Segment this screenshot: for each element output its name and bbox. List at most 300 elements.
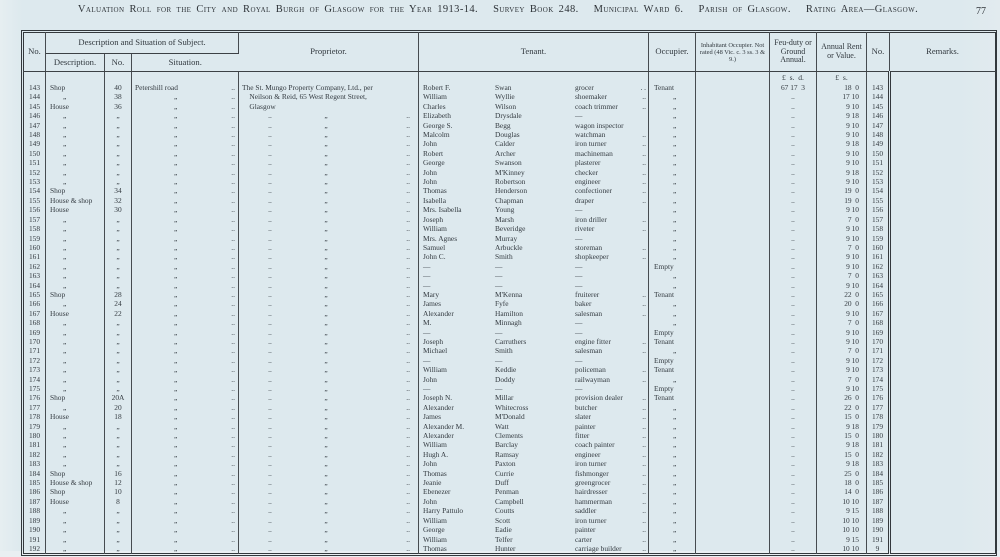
cell-house-number: 8 bbox=[105, 497, 132, 506]
cell-feu-duty: .. bbox=[770, 384, 817, 393]
table-row bbox=[24, 506, 996, 515]
cell-inhabitant-occupier bbox=[696, 130, 770, 139]
cell-row-number: 158 bbox=[24, 224, 46, 233]
survey-book: Survey Book 248. bbox=[493, 4, 579, 15]
cell-tenant: Joseph Marsh iron driller .. bbox=[419, 215, 649, 224]
cell-inhabitant-occupier bbox=[696, 440, 770, 449]
cell-inhabitant-occupier bbox=[696, 92, 770, 101]
cell-number-right: 156 bbox=[867, 205, 890, 214]
cell-occupier: „ bbox=[649, 412, 696, 421]
cell-remarks bbox=[890, 92, 996, 101]
cell-proprietor: .. „ .. bbox=[239, 149, 419, 158]
cell-description: „ bbox=[46, 440, 105, 449]
cell-description: „ bbox=[46, 328, 105, 337]
cell-number-right: 177 bbox=[867, 403, 890, 412]
cell-situation: „ .. bbox=[132, 234, 239, 243]
cell-house-number: „ bbox=[105, 281, 132, 290]
cell-tenant: William Keddie policeman .. bbox=[419, 365, 649, 374]
cell-inhabitant-occupier bbox=[696, 431, 770, 440]
cell-occupier: Empty bbox=[649, 328, 696, 337]
cell-house-number: „ bbox=[105, 525, 132, 534]
cell-feu-duty: .. bbox=[770, 252, 817, 261]
cell-number-right: 146 bbox=[867, 111, 890, 120]
cell-annual-rent: 9 10 bbox=[817, 177, 867, 186]
cell-description: House bbox=[46, 205, 105, 214]
cell-row-number: 178 bbox=[24, 412, 46, 421]
table-row bbox=[24, 365, 996, 374]
cell-row-number: 168 bbox=[24, 318, 46, 327]
cell-proprietor: Glasgow bbox=[239, 102, 419, 111]
cell-house-number: „ bbox=[105, 111, 132, 120]
cell-situation: „ .. bbox=[132, 111, 239, 120]
cell-description: „ bbox=[46, 168, 105, 177]
cell-house-number: „ bbox=[105, 121, 132, 130]
cell-tenant: Elizabeth Drysdale — bbox=[419, 111, 649, 120]
cell-description: Shop bbox=[46, 186, 105, 195]
col-header-annual-rent: Annual Rent or Value. bbox=[817, 33, 867, 72]
cell-occupier: Empty bbox=[649, 384, 696, 393]
cell-proprietor: .. „ .. bbox=[239, 262, 419, 271]
cell-number-right: 164 bbox=[867, 281, 890, 290]
cell-annual-rent: 10 10 bbox=[817, 497, 867, 506]
cell-number-right: 149 bbox=[867, 139, 890, 148]
cell-tenant: Charles Wilson coach trimmer .. bbox=[419, 102, 649, 111]
cell-house-number: „ bbox=[105, 422, 132, 431]
page-title: Valuation Roll for the City and Royal Burgh of Glasgow for the Year 1913-14. bbox=[77, 4, 479, 15]
cell-house-number: 16 bbox=[105, 469, 132, 478]
cell-row-number: 181 bbox=[24, 440, 46, 449]
cell-annual-rent: 9 10 bbox=[817, 234, 867, 243]
municipal-ward: Municipal Ward 6. bbox=[593, 4, 684, 15]
cell-feu-duty: .. bbox=[770, 346, 817, 355]
cell-occupier: „ bbox=[649, 168, 696, 177]
cell-situation: „ .. bbox=[132, 271, 239, 280]
cell-annual-rent: 9 10 bbox=[817, 102, 867, 111]
cell-description: „ bbox=[46, 346, 105, 355]
cell-occupier: „ bbox=[649, 506, 696, 515]
cell-row-number: 176 bbox=[24, 393, 46, 402]
cell-tenant: Jeanie Duff greengrocer .. bbox=[419, 478, 649, 487]
cell-description: „ bbox=[46, 375, 105, 384]
cell-house-number: 36 bbox=[105, 102, 132, 111]
cell-situation: „ .. bbox=[132, 290, 239, 299]
cell-description: „ bbox=[46, 384, 105, 393]
cell-tenant: Alexander Clements fitter .. bbox=[419, 431, 649, 440]
cell-description: „ bbox=[46, 252, 105, 261]
cell-proprietor: The St. Mungo Property Company, Ltd., per bbox=[239, 83, 419, 92]
cell-remarks bbox=[890, 516, 996, 525]
table-row bbox=[24, 412, 996, 421]
cell-proprietor: .. „ .. bbox=[239, 459, 419, 468]
feu-money-head: £ s. d. bbox=[770, 72, 817, 84]
cell-occupier: Tenant bbox=[649, 393, 696, 402]
cell-tenant: Mrs. Isabella Young — bbox=[419, 205, 649, 214]
cell-annual-rent: 18 0 bbox=[817, 83, 867, 92]
cell-occupier: „ bbox=[649, 121, 696, 130]
cell-row-number: 164 bbox=[24, 281, 46, 290]
cell-annual-rent: 9 10 bbox=[817, 337, 867, 346]
table-row bbox=[24, 459, 996, 468]
cell-tenant: William Barclay coach painter .. bbox=[419, 440, 649, 449]
cell-situation: „ .. bbox=[132, 450, 239, 459]
cell-annual-rent: 9 10 bbox=[817, 365, 867, 374]
cell-row-number: 189 bbox=[24, 516, 46, 525]
cell-feu-duty: .. bbox=[770, 139, 817, 148]
cell-description: House & shop bbox=[46, 196, 105, 205]
cell-feu-duty: .. bbox=[770, 516, 817, 525]
cell-tenant: William Scott iron turner .. bbox=[419, 516, 649, 525]
page-number: 77 bbox=[976, 6, 986, 17]
cell-inhabitant-occupier bbox=[696, 299, 770, 308]
cell-remarks bbox=[890, 478, 996, 487]
col-header-tenant: Tenant. bbox=[419, 33, 649, 72]
cell-remarks bbox=[890, 412, 996, 421]
cell-occupier: „ bbox=[649, 243, 696, 252]
cell-feu-duty: .. bbox=[770, 506, 817, 515]
cell-inhabitant-occupier bbox=[696, 121, 770, 130]
cell-row-number: 157 bbox=[24, 215, 46, 224]
cell-proprietor: .. „ .. bbox=[239, 525, 419, 534]
cell-inhabitant-occupier bbox=[696, 205, 770, 214]
cell-house-number: „ bbox=[105, 337, 132, 346]
cell-description: „ bbox=[46, 224, 105, 233]
cell-remarks bbox=[890, 196, 996, 205]
cell-inhabitant-occupier bbox=[696, 252, 770, 261]
table-body bbox=[24, 72, 996, 554]
page-header bbox=[36, 4, 960, 20]
cell-tenant: Samuel Arbuckle storeman .. bbox=[419, 243, 649, 252]
cell-inhabitant-occupier bbox=[696, 309, 770, 318]
cell-annual-rent: 9 10 bbox=[817, 130, 867, 139]
cell-situation: „ .. bbox=[132, 102, 239, 111]
table-row bbox=[24, 535, 996, 544]
cell-description: „ bbox=[46, 130, 105, 139]
cell-row-number: 179 bbox=[24, 422, 46, 431]
cell-remarks bbox=[890, 224, 996, 233]
cell-situation: „ .. bbox=[132, 281, 239, 290]
cell-proprietor: .. „ .. bbox=[239, 487, 419, 496]
cell-proprietor: .. „ .. bbox=[239, 544, 419, 554]
cell-row-number: 154 bbox=[24, 186, 46, 195]
cell-feu-duty: .. bbox=[770, 215, 817, 224]
table-row bbox=[24, 450, 996, 459]
cell-inhabitant-occupier bbox=[696, 412, 770, 421]
cell-description: „ bbox=[46, 262, 105, 271]
cell-occupier: Empty bbox=[649, 262, 696, 271]
cell-proprietor: .. „ .. bbox=[239, 309, 419, 318]
cell-row-number: 147 bbox=[24, 121, 46, 130]
cell-number-right: 166 bbox=[867, 299, 890, 308]
cell-proprietor: .. „ .. bbox=[239, 403, 419, 412]
table-row bbox=[24, 337, 996, 346]
cell-tenant: George Eadie painter .. bbox=[419, 525, 649, 534]
cell-feu-duty: .. bbox=[770, 478, 817, 487]
cell-row-number: 180 bbox=[24, 431, 46, 440]
col-header-desc-group: Description and Situation of Subject. bbox=[46, 33, 239, 54]
col-header-inhabitant-occupier: Inhabitant Occupier. Not rated (48 Vic. c. 3 ss. 3 & 9.) bbox=[696, 33, 770, 72]
cell-number-right: 148 bbox=[867, 130, 890, 139]
cell-feu-duty: .. bbox=[770, 196, 817, 205]
cell-proprietor: .. „ .. bbox=[239, 281, 419, 290]
cell-number-right: 190 bbox=[867, 525, 890, 534]
cell-house-number: 32 bbox=[105, 196, 132, 205]
cell-annual-rent: 9 10 bbox=[817, 252, 867, 261]
cell-description: „ bbox=[46, 365, 105, 374]
cell-occupier: „ bbox=[649, 318, 696, 327]
cell-inhabitant-occupier bbox=[696, 281, 770, 290]
rating-area: Rating Area—Glasgow. bbox=[805, 4, 919, 15]
table-row bbox=[24, 487, 996, 496]
table-row bbox=[24, 318, 996, 327]
cell-situation: „ .. bbox=[132, 92, 239, 101]
cell-annual-rent: 22 0 bbox=[817, 290, 867, 299]
cell-number-right: 160 bbox=[867, 243, 890, 252]
cell-tenant: Alexander Whitecross butcher .. bbox=[419, 403, 649, 412]
cell-row-number: 177 bbox=[24, 403, 46, 412]
table-row bbox=[24, 469, 996, 478]
cell-feu-duty: .. bbox=[770, 177, 817, 186]
cell-number-right: 185 bbox=[867, 478, 890, 487]
cell-occupier: „ bbox=[649, 215, 696, 224]
cell-remarks bbox=[890, 375, 996, 384]
cell-feu-duty: .. bbox=[770, 234, 817, 243]
cell-occupier: „ bbox=[649, 196, 696, 205]
cell-feu-duty: .. bbox=[770, 487, 817, 496]
table-row bbox=[24, 196, 996, 205]
cell-situation: „ .. bbox=[132, 535, 239, 544]
cell-situation: „ .. bbox=[132, 525, 239, 534]
cell-proprietor: .. „ .. bbox=[239, 440, 419, 449]
cell-number-right: 145 bbox=[867, 102, 890, 111]
cell-remarks bbox=[890, 318, 996, 327]
table-row bbox=[24, 243, 996, 252]
cell-inhabitant-occupier bbox=[696, 158, 770, 167]
cell-description: „ bbox=[46, 337, 105, 346]
cell-row-number: 143 bbox=[24, 83, 46, 92]
cell-house-number: 20A bbox=[105, 393, 132, 402]
cell-annual-rent: 15 0 bbox=[817, 450, 867, 459]
cell-annual-rent: 9 10 bbox=[817, 384, 867, 393]
table-row bbox=[24, 139, 996, 148]
cell-situation: „ .. bbox=[132, 309, 239, 318]
cell-situation: „ .. bbox=[132, 158, 239, 167]
cell-remarks bbox=[890, 365, 996, 374]
cell-house-number: „ bbox=[105, 252, 132, 261]
cell-description: Shop bbox=[46, 469, 105, 478]
cell-situation: „ .. bbox=[132, 384, 239, 393]
cell-row-number: 153 bbox=[24, 177, 46, 186]
cell-tenant: — — — bbox=[419, 262, 649, 271]
cell-description: „ bbox=[46, 111, 105, 120]
cell-occupier: „ bbox=[649, 403, 696, 412]
cell-feu-duty: .. bbox=[770, 525, 817, 534]
cell-occupier: „ bbox=[649, 224, 696, 233]
cell-description: „ bbox=[46, 459, 105, 468]
cell-number-right: 157 bbox=[867, 215, 890, 224]
cell-house-number: „ bbox=[105, 506, 132, 515]
cell-description: „ bbox=[46, 243, 105, 252]
cell-remarks bbox=[890, 487, 996, 496]
cell-annual-rent: 10 10 bbox=[817, 516, 867, 525]
cell-house-number: 40 bbox=[105, 83, 132, 92]
cell-occupier: „ bbox=[649, 469, 696, 478]
cell-feu-duty: .. bbox=[770, 102, 817, 111]
cell-annual-rent: 9 10 bbox=[817, 262, 867, 271]
cell-inhabitant-occupier bbox=[696, 243, 770, 252]
cell-tenant: Mary M'Kenna fruiterer .. bbox=[419, 290, 649, 299]
cell-situation: „ .. bbox=[132, 478, 239, 487]
cell-row-number: 156 bbox=[24, 205, 46, 214]
cell-situation: „ .. bbox=[132, 224, 239, 233]
table-row bbox=[24, 516, 996, 525]
cell-annual-rent: 9 18 bbox=[817, 459, 867, 468]
cell-tenant: — — — bbox=[419, 271, 649, 280]
cell-annual-rent: 7 0 bbox=[817, 243, 867, 252]
cell-feu-duty: .. bbox=[770, 299, 817, 308]
cell-row-number: 182 bbox=[24, 450, 46, 459]
cell-proprietor: .. „ .. bbox=[239, 139, 419, 148]
cell-inhabitant-occupier bbox=[696, 337, 770, 346]
cell-house-number: 24 bbox=[105, 299, 132, 308]
cell-annual-rent: 19 0 bbox=[817, 186, 867, 195]
cell-number-right: 163 bbox=[867, 271, 890, 280]
cell-occupier: „ bbox=[649, 497, 696, 506]
cell-proprietor: .. „ .. bbox=[239, 205, 419, 214]
cell-tenant: Joseph N. Millar provision dealer .. bbox=[419, 393, 649, 402]
cell-description: House bbox=[46, 412, 105, 421]
cell-annual-rent: 25 0 bbox=[817, 469, 867, 478]
table-row bbox=[24, 262, 996, 271]
cell-inhabitant-occupier bbox=[696, 328, 770, 337]
cell-row-number: 151 bbox=[24, 158, 46, 167]
table-row bbox=[24, 271, 996, 280]
cell-proprietor: .. „ .. bbox=[239, 516, 419, 525]
cell-house-number: „ bbox=[105, 158, 132, 167]
table-row bbox=[24, 384, 996, 393]
table-row bbox=[24, 393, 996, 402]
cell-remarks bbox=[890, 139, 996, 148]
cell-proprietor: .. „ .. bbox=[239, 234, 419, 243]
cell-inhabitant-occupier bbox=[696, 149, 770, 158]
cell-remarks bbox=[890, 422, 996, 431]
cell-inhabitant-occupier bbox=[696, 224, 770, 233]
cell-proprietor: .. „ .. bbox=[239, 431, 419, 440]
cell-situation: „ .. bbox=[132, 459, 239, 468]
cell-house-number: „ bbox=[105, 215, 132, 224]
cell-house-number: „ bbox=[105, 149, 132, 158]
cell-annual-rent: 9 18 bbox=[817, 422, 867, 431]
cell-description: House & shop bbox=[46, 478, 105, 487]
cell-occupier: „ bbox=[649, 478, 696, 487]
cell-remarks bbox=[890, 450, 996, 459]
table-row bbox=[24, 92, 996, 101]
cell-remarks bbox=[890, 290, 996, 299]
cell-situation: „ .. bbox=[132, 422, 239, 431]
cell-row-number: 175 bbox=[24, 384, 46, 393]
cell-situation: „ .. bbox=[132, 365, 239, 374]
cell-situation: „ .. bbox=[132, 139, 239, 148]
cell-tenant: Alexander Hamilton salesman .. bbox=[419, 309, 649, 318]
cell-occupier: „ bbox=[649, 130, 696, 139]
col-header-no: No. bbox=[24, 33, 46, 72]
table-row bbox=[24, 252, 996, 261]
cell-proprietor: .. „ .. bbox=[239, 365, 419, 374]
cell-description: „ bbox=[46, 149, 105, 158]
cell-inhabitant-occupier bbox=[696, 365, 770, 374]
table-row bbox=[24, 328, 996, 337]
cell-number-right: 153 bbox=[867, 177, 890, 186]
table-row bbox=[24, 83, 996, 92]
cell-number-right: 143 bbox=[867, 83, 890, 92]
cell-annual-rent: 20 0 bbox=[817, 299, 867, 308]
cell-tenant: John C. Smith shopkeeper .. bbox=[419, 252, 649, 261]
cell-proprietor: .. „ .. bbox=[239, 224, 419, 233]
cell-description: House bbox=[46, 102, 105, 111]
cell-number-right: 150 bbox=[867, 149, 890, 158]
cell-occupier: „ bbox=[649, 346, 696, 355]
table-row bbox=[24, 525, 996, 534]
cell-feu-duty: .. bbox=[770, 403, 817, 412]
cell-occupier: „ bbox=[649, 205, 696, 214]
cell-inhabitant-occupier bbox=[696, 83, 770, 92]
cell-tenant: William Wyllie shoemaker .. bbox=[419, 92, 649, 101]
cell-feu-duty: .. bbox=[770, 422, 817, 431]
cell-tenant: John Robertson engineer .. bbox=[419, 177, 649, 186]
cell-tenant: William Beveridge riveter .. bbox=[419, 224, 649, 233]
cell-situation: „ .. bbox=[132, 149, 239, 158]
cell-annual-rent: 9 18 bbox=[817, 111, 867, 120]
cell-number-right: 155 bbox=[867, 196, 890, 205]
cell-inhabitant-occupier bbox=[696, 450, 770, 459]
cell-tenant: John Calder iron turner .. bbox=[419, 139, 649, 148]
valuation-table bbox=[23, 32, 996, 554]
cell-situation: „ .. bbox=[132, 375, 239, 384]
cell-remarks bbox=[890, 440, 996, 449]
cell-row-number: 148 bbox=[24, 130, 46, 139]
cell-number-right: 165 bbox=[867, 290, 890, 299]
cell-inhabitant-occupier bbox=[696, 525, 770, 534]
cell-occupier: „ bbox=[649, 299, 696, 308]
cell-situation: „ .. bbox=[132, 252, 239, 261]
cell-row-number: 190 bbox=[24, 525, 46, 534]
cell-proprietor: .. „ .. bbox=[239, 535, 419, 544]
cell-remarks bbox=[890, 102, 996, 111]
cell-remarks bbox=[890, 111, 996, 120]
cell-house-number: „ bbox=[105, 431, 132, 440]
cell-feu-duty: .. bbox=[770, 365, 817, 374]
valuation-table-wrap bbox=[21, 30, 997, 556]
cell-row-number: 160 bbox=[24, 243, 46, 252]
cell-feu-duty: .. bbox=[770, 309, 817, 318]
cell-remarks bbox=[890, 356, 996, 365]
cell-remarks bbox=[890, 243, 996, 252]
cell-house-number: „ bbox=[105, 168, 132, 177]
col-header-feu-duty: Feu-duty or Ground Annual. bbox=[770, 33, 817, 72]
cell-inhabitant-occupier bbox=[696, 544, 770, 554]
cell-feu-duty: .. bbox=[770, 356, 817, 365]
cell-situation: „ .. bbox=[132, 544, 239, 554]
cell-occupier: „ bbox=[649, 92, 696, 101]
cell-proprietor: .. „ .. bbox=[239, 478, 419, 487]
cell-description: House bbox=[46, 497, 105, 506]
cell-situation: „ .. bbox=[132, 469, 239, 478]
cell-number-right: 191 bbox=[867, 535, 890, 544]
cell-number-right: 176 bbox=[867, 393, 890, 402]
cell-remarks bbox=[890, 177, 996, 186]
cell-annual-rent: 15 0 bbox=[817, 412, 867, 421]
cell-inhabitant-occupier bbox=[696, 346, 770, 355]
cell-number-right: 159 bbox=[867, 234, 890, 243]
